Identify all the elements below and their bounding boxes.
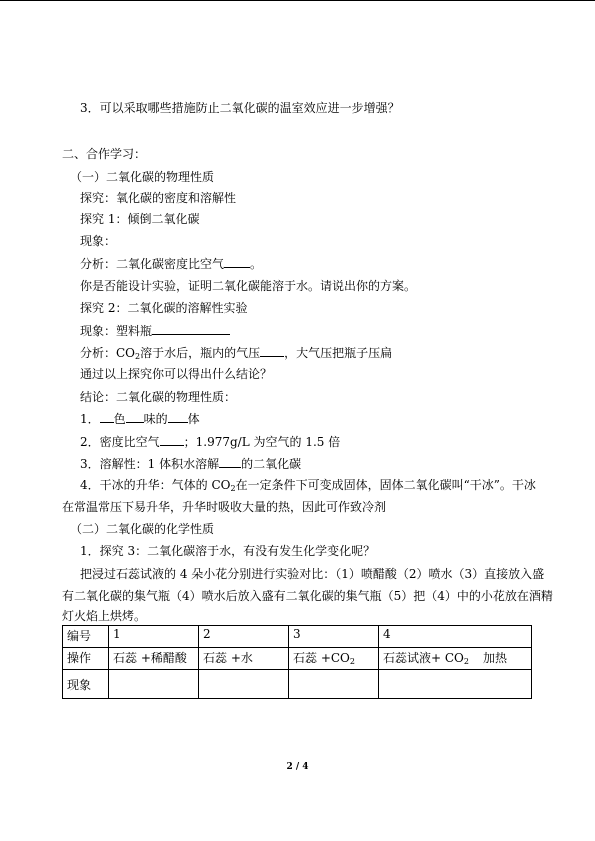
subsection-chemical: （二）二氧化碳的化学性质 — [70, 522, 215, 536]
answer-blank[interactable] — [100, 410, 114, 423]
answer-blank[interactable] — [152, 322, 230, 335]
conclusion-heading: 结论：二氧化碳的物理性质： — [80, 390, 237, 404]
table-row — [63, 648, 532, 670]
explore-3: 1．探究 3：二氧化碳溶于水，有没有发生化学变化呢？ — [80, 544, 376, 558]
answer-blank[interactable] — [168, 410, 188, 423]
operation-cell: 石蕊 +稀醋酸 — [109, 648, 199, 670]
answer-blank[interactable] — [219, 455, 241, 468]
answer-blank[interactable] — [224, 255, 250, 268]
property-2: 2．密度比空气 ；1.977g/L 为空气的 1.5 倍 — [80, 435, 341, 449]
design-prompt: 你是否能设计实验，证明二氧化碳能溶于水。请说出你的方案。 — [80, 279, 417, 293]
page-number: 2 / 4 — [286, 762, 309, 772]
table-header-cell: 3 — [289, 626, 379, 648]
answer-blank[interactable] — [160, 433, 184, 446]
experiment-table — [62, 625, 532, 699]
header-rule — [0, 0, 595, 1]
phenomenon-1: 现象： — [80, 234, 117, 248]
property-4-cont: 在常温常压下易升华，升华时吸收大量的热，因此可作致冷剂 — [62, 500, 387, 514]
operation-cell: 石蕊 +水 — [199, 648, 289, 670]
explore-title: 探究：氧化碳的密度和溶解性 — [80, 191, 237, 205]
phenomenon-cell[interactable] — [289, 670, 379, 699]
phenomenon-cell[interactable] — [379, 670, 532, 699]
property-3: 3．溶解性：1 体积水溶解 的二氧化碳 — [80, 457, 302, 471]
answer-blank[interactable] — [260, 344, 284, 357]
table-row — [63, 670, 532, 699]
answer-blank[interactable] — [126, 410, 144, 423]
operation-cell: 石蕊 $+CO_2$ — [289, 648, 379, 670]
conclusion-question: 通过以上探究你可以得出什么结论？ — [80, 367, 273, 381]
property-1: 1． 色 味的 体 — [80, 412, 200, 426]
table-header-cell: 2 — [199, 626, 289, 648]
phenomenon-cell[interactable] — [199, 670, 289, 699]
question-3: 3．可以采取哪些措施防止二氧化碳的温室效应进一步增强？ — [80, 101, 400, 115]
subsection-physical: （一）二氧化碳的物理性质 — [70, 170, 215, 184]
row-label-operation: 操作 — [63, 648, 109, 670]
table-row — [63, 626, 532, 648]
analysis-1: 分析：二氧化碳密度比空气 。 — [80, 257, 263, 271]
table-header-cell: 1 — [109, 626, 199, 648]
experiment-paragraph-line: 把浸过石蕊试液的 4 朵小花分别进行实验对比：（1）喷醋酸（2）喷水（3）直接放入盛 — [80, 567, 545, 581]
property-4: 4．干冰的升华：气体的 $CO_2$在一定条件下可变成固体，固体二氧化碳叫“干冰”。干冰 — [80, 478, 536, 493]
explore-1: 探究 1：倾倒二氧化碳 — [80, 212, 200, 226]
phenomenon-2: 现象：塑料瓶 — [80, 322, 230, 339]
phenomenon-cell[interactable] — [109, 670, 199, 699]
section-heading: 二、合作学习： — [62, 147, 147, 161]
table-header-cell: 编号 — [63, 626, 109, 648]
operation-cell: 石蕊试液+ $CO_2$ 加热 — [379, 648, 532, 670]
experiment-paragraph-line: 有二氧化碳的集气瓶（4）喷水后放入盛有二氧化碳的集气瓶（5）把（4）中的小花放在酒精 — [62, 589, 553, 603]
row-label-phenomenon: 现象 — [63, 670, 109, 699]
experiment-paragraph-line: 灯火焰上烘烤。 — [62, 609, 147, 623]
explore-2: 探究 2：二氧化碳的溶解性实验 — [80, 301, 248, 315]
analysis-2: 分析：$CO_2$溶于水后，瓶内的气压 ，大气压把瓶子压扁 — [80, 346, 393, 361]
table-header-cell: 4 — [379, 626, 532, 648]
